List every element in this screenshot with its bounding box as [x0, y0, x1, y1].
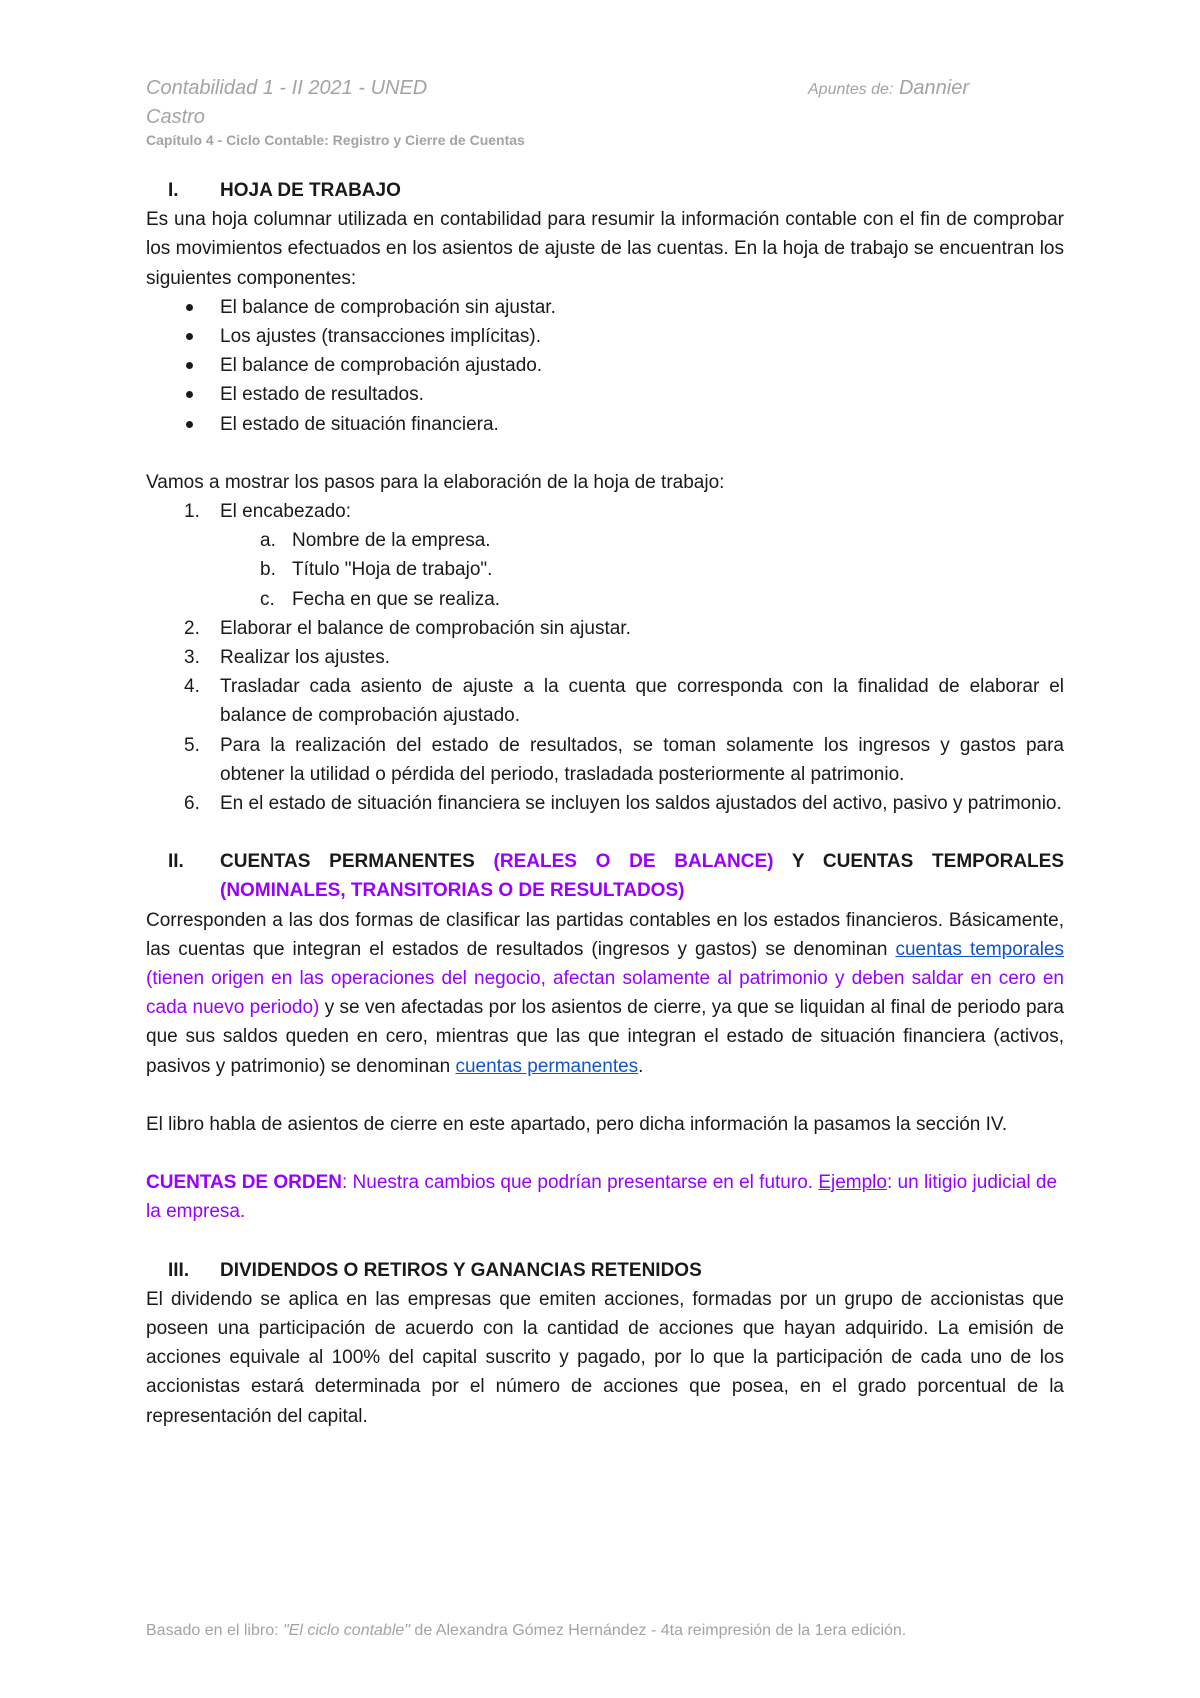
- header-course-title: Contabilidad 1 - II 2021 - UNED: [146, 77, 428, 99]
- chapter-title: Capítulo 4 - Ciclo Contable: Registro y Cierre de Cuentas: [146, 132, 525, 148]
- list-item: El estado de resultados.: [220, 380, 1064, 409]
- steps-intro: Vamos a mostrar los pasos para la elaboración de la hoja de trabajo:: [146, 471, 725, 493]
- list-item: 5. Para la realización del estado de resultados, se toman solamente los ingresos y gastos para obtener la utilidad o pérdida del periodo, trasladada posteriormente al patrimonio.: [184, 734, 1064, 785]
- header-author-prefix: Apuntes de:: [808, 81, 894, 98]
- list-item: El estado de situación financiera.: [220, 410, 1064, 439]
- section-title: HOJA DE TRABAJO: [220, 180, 401, 201]
- list-item: El balance de comprobación sin ajustar.: [220, 293, 1064, 322]
- list-item: Los ajustes (transacciones implícitas).: [220, 322, 1064, 351]
- book-title: "El ciclo contable": [282, 1622, 410, 1639]
- cuentas-permanentes-link[interactable]: cuentas permanentes: [455, 1055, 639, 1077]
- header-author-name: Dannier: [898, 77, 970, 99]
- list-item: 6. En el estado de situación financiera se incluyen los saldos ajustados del activo, pasivo y patrimonio.: [184, 793, 1062, 815]
- header-course: [146, 74, 706, 132]
- section-1-intro: Es una hoja columnar utilizada en contabilidad para resumir la información contable con el fin de comprobar los movimientos efectuados en los asientos de ajuste de las cuentas. En la hoja de trabajo se encuentran los siguientes componentes:: [146, 209, 1064, 289]
- steps-list: [146, 497, 1064, 818]
- list-item: 1. El encabezado: a. Nombre de la empresa. b. Título "Hoja de trabajo". c. Fecha en que se realiza.: [220, 497, 1064, 614]
- list-item: 3. Realizar los ajustes.: [184, 647, 391, 669]
- section-heading-2: [146, 847, 1064, 905]
- sub-list: [220, 526, 1064, 614]
- section-title: DIVIDENDOS O RETIROS Y GANANCIAS RETENIDOS: [220, 1259, 702, 1281]
- list-item: El balance de comprobación ajustado.: [220, 351, 1064, 380]
- section-2-paragraph: Corresponden a las dos formas de clasificar las partidas contables en los estados financieros. Básicamente, las cuentas que integran el estados de resultados (ingresos y gastos) se denominan cuentas temporales (tienen origen en las operaciones del negocio, afectan solamente al patrimonio y deben saldar en cero en cada nuevo periodo) y se ven afectadas por los asientos de cierre, ya que se liquidan al final de periodo para que sus saldos queden en cero, mientras que las que integran el estado de situación financiera (activos, pasivos y patrimonio) se denominan cuentas permanentes.: [146, 909, 1064, 1077]
- list-item: 2. Elaborar el balance de comprobación sin ajustar.: [184, 617, 631, 639]
- cuentas-temporales-link[interactable]: cuentas temporales: [895, 938, 1064, 960]
- cuentas-de-orden-note: CUENTAS DE ORDEN: Nuestra cambios que podrían presentarse en el futuro. Ejemplo: un litigio judicial de la empresa.: [146, 1172, 1058, 1223]
- section-number: III.: [168, 1259, 190, 1281]
- header-author-surname: Castro: [146, 106, 205, 128]
- section-3-paragraph: El dividendo se aplica en las empresas que emiten acciones, formadas por un grupo de accionistas que poseen una participación de acuerdo con la cantidad de acciones que hayan adquirido. La emisión de acciones equivale al 100% del capital suscrito y pagado, por lo que la participación de cada uno de los accionistas estará determinada por el número de acciones que posea, en el grado porcentual de la representación del capital.: [146, 1288, 1064, 1427]
- list-item: 4. Trasladar cada asiento de ajuste a la cuenta que corresponda con la finalidad de elaborar el balance de comprobación ajustado.: [184, 676, 1064, 727]
- footer-source: Basado en el libro: "El ciclo contable" de Alexandra Gómez Hernández - 4ta reimpresión de la 1era edición.: [146, 1622, 907, 1639]
- section-heading-3: [146, 1256, 1064, 1285]
- step-text: El encabezado:: [220, 501, 351, 523]
- components-list: [146, 293, 1064, 439]
- list-item: b. Título "Hoja de trabajo".: [260, 559, 493, 581]
- section-2-note: El libro habla de asientos de cierre en este apartado, pero dicha información la pasamos la sección IV.: [146, 1113, 1008, 1135]
- list-item: a. Nombre de la empresa.: [260, 530, 491, 552]
- section-number: I.: [168, 180, 179, 201]
- header-author: [808, 74, 969, 104]
- document-body: [146, 176, 1064, 1431]
- section-title: CUENTAS PERMANENTES (REALES O DE BALANCE) Y CUENTAS TEMPORALES (NOMINALES, TRANSITORIAS O DE RESULTADOS): [220, 851, 1064, 902]
- section-heading-1: [146, 176, 1064, 205]
- ejemplo-link[interactable]: Ejemplo: [818, 1172, 887, 1194]
- section-number: II.: [168, 851, 184, 873]
- list-item: c. Fecha en que se realiza.: [260, 588, 501, 610]
